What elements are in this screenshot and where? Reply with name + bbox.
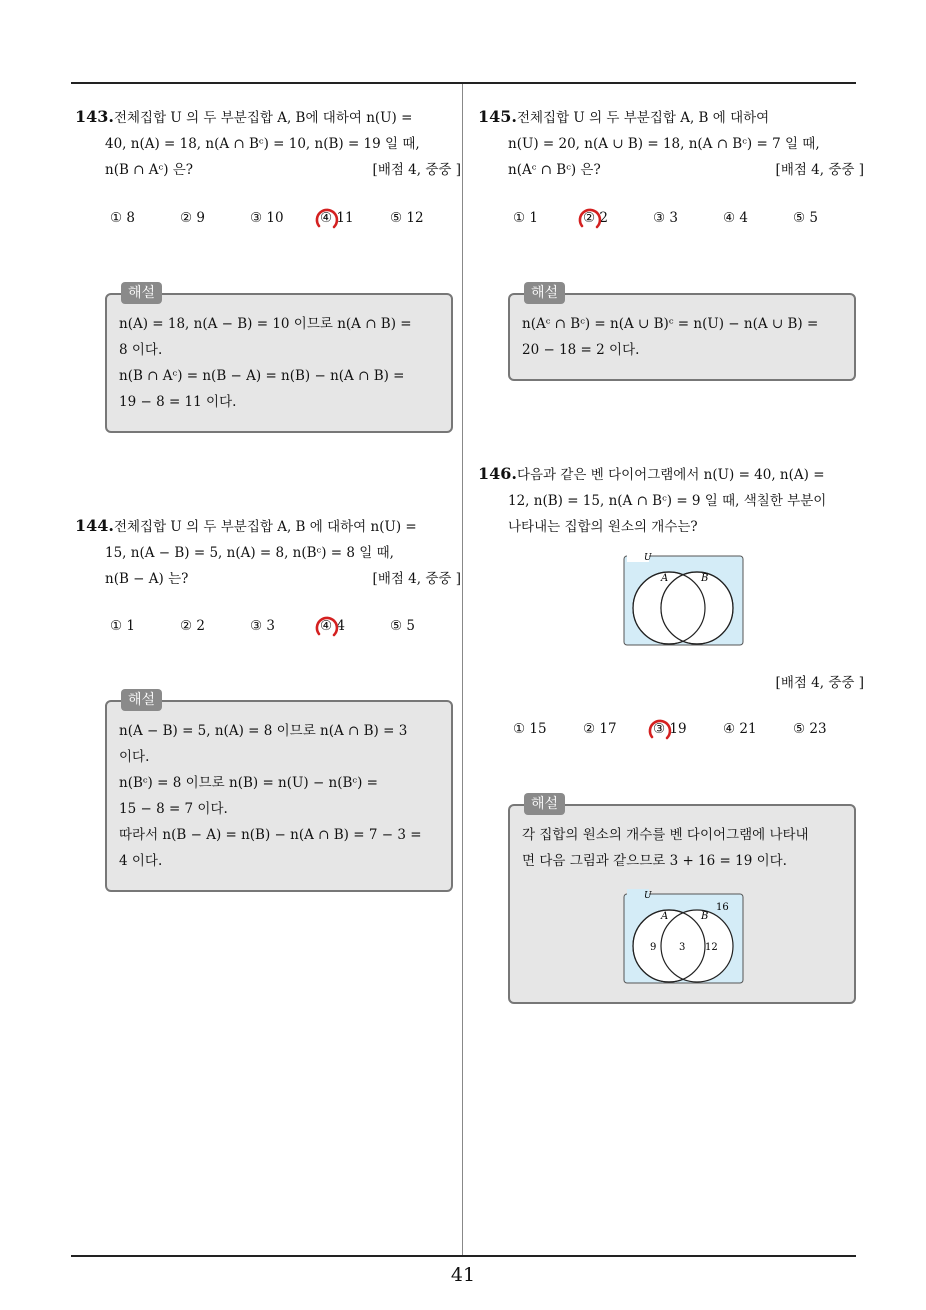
choice-2[interactable]: ② 9 [180,210,205,226]
solution-tag: 해설 [121,689,162,711]
choice-5[interactable]: ⑤ 5 [390,618,415,634]
choice-4[interactable]: ④ 4 [320,618,345,634]
choice-5[interactable]: ⑤ 12 [390,210,424,226]
venn-label-u: U [644,553,652,563]
choice-2[interactable]: ② 17 [583,721,617,737]
answer-mark-icon [314,206,340,232]
solution-line: 각 집합의 원소의 개수를 벤 다이어그램에 나타내 [522,827,809,843]
answer-choices [75,210,461,236]
solution-line: 15 − 8 = 7 이다. [119,801,228,817]
answer-mark-icon [577,206,603,232]
question-text: 15, n(A − B) = 5, n(A) = 8, n(Bᶜ) = 8 일 때, [105,545,394,561]
solution-box-144 [105,692,453,892]
answer-choices [75,618,461,644]
choice-2[interactable]: ② 2 [583,210,608,226]
solution-line: 면 다음 그림과 같으므로 3 + 16 = 19 이다. [522,853,787,869]
answer-mark-icon [647,717,673,743]
score-label: [배점 4, 중중 ] [372,162,461,178]
venn-label-a: A [661,911,669,922]
column-divider [462,84,463,1256]
solution-line: n(A − B) = 5, n(A) = 8 이므로 n(A ∩ B) = 3 [119,723,408,739]
solution-line: n(B ∩ Aᶜ) = n(B − A) = n(B) − n(A ∩ B) = [119,368,405,384]
question-number: 143. [75,107,114,126]
set-b-circle [661,910,733,982]
solution-tag: 해설 [524,282,565,304]
footer-rule [71,1255,856,1257]
choice-3[interactable]: ③ 3 [653,210,678,226]
solution-line: 따라서 n(B − A) = n(B) − n(A ∩ B) = 7 − 3 = [119,827,422,843]
solution-line: n(Bᶜ) = 8 이므로 n(B) = n(U) − n(Bᶜ) = [119,775,378,791]
score-label: [배점 4, 중중 ] [372,571,461,587]
question-143 [75,104,461,183]
question-text: n(Aᶜ ∩ Bᶜ) 은? [508,162,601,178]
solution-line: 20 − 18 = 2 이다. [522,342,640,358]
venn-count-a-only: 9 [650,942,657,953]
solution-box-143 [105,285,453,433]
choice-4[interactable]: ④ 21 [723,721,757,737]
question-number: 145. [478,107,517,126]
choice-5[interactable]: ⑤ 5 [793,210,818,226]
venn-count-b-only: 12 [705,942,718,953]
score-label: [배점 4, 중중 ] [775,675,864,691]
choice-4[interactable]: ④ 11 [320,210,354,226]
question-text: 전체집합 U 의 두 부분집합 A, B 에 대하여 [516,110,770,126]
score-line-146 [478,670,864,696]
score-label: [배점 4, 중중 ] [775,162,864,178]
choice-3[interactable]: ③ 10 [250,210,284,226]
venn-count-outside: 16 [716,902,729,913]
page-number: 41 [450,1264,476,1286]
question-144 [75,513,461,592]
question-text: n(B − A) 는? [105,571,189,587]
choice-1[interactable]: ① 8 [110,210,135,226]
solution-line: 이다. [119,749,150,765]
solution-line: 19 − 8 = 11 이다. [119,394,237,410]
question-145 [478,104,864,183]
choice-3[interactable]: ③ 3 [250,618,275,634]
question-text: 전체집합 U 의 두 부분집합 A, B에 대하여 n(U) = [113,110,413,126]
venn-label-b: B [701,911,709,922]
question-text: n(B ∩ Aᶜ) 은? [105,162,194,178]
question-text: 나타내는 집합의 원소의 개수는? [508,519,698,535]
venn-label-u: U [644,891,652,901]
left-column [75,0,461,1250]
answer-choices [478,721,864,747]
solution-line: n(Aᶜ ∩ Bᶜ) = n(A ∪ B)ᶜ = n(U) − n(A ∪ B) = [522,316,819,332]
question-text: 12, n(B) = 15, n(A ∩ Bᶜ) = 9 일 때, 색칠한 부분이 [508,493,827,509]
venn-count-both: 3 [679,942,686,953]
question-text: 다음과 같은 벤 다이어그램에서 n(U) = 40, n(A) = [516,467,825,483]
question-number: 146. [478,464,517,483]
venn-label-b: B [701,573,709,584]
solution-venn-diagram [623,888,745,986]
choice-3[interactable]: ③ 19 [653,721,687,737]
solution-line: n(A) = 18, n(A − B) = 10 이므로 n(A ∩ B) = [119,316,412,332]
question-text: 40, n(A) = 18, n(A ∩ Bᶜ) = 10, n(B) = 19 일 때, [105,136,420,152]
question-text: 전체집합 U 의 두 부분집합 A, B 에 대하여 n(U) = [113,519,417,535]
choice-1[interactable]: ① 15 [513,721,547,737]
choice-4[interactable]: ④ 4 [723,210,748,226]
solution-line: 4 이다. [119,853,163,869]
solution-box-146 [508,796,856,1004]
solution-tag: 해설 [121,282,162,304]
solution-box-145 [508,285,856,381]
question-text: n(U) = 20, n(A ∪ B) = 18, n(A ∩ Bᶜ) = 7 일 때, [508,136,820,152]
venn-label-a: A [661,573,669,584]
solution-tag: 해설 [524,793,565,815]
right-column [478,0,864,1250]
venn-diagram [623,550,745,648]
choice-5[interactable]: ⑤ 23 [793,721,827,737]
question-146 [478,461,864,540]
question-number: 144. [75,516,114,535]
choice-1[interactable]: ① 1 [110,618,135,634]
answer-choices [478,210,864,236]
solution-line: 8 이다. [119,342,163,358]
answer-mark-icon [314,614,340,640]
choice-1[interactable]: ① 1 [513,210,538,226]
choice-2[interactable]: ② 2 [180,618,205,634]
